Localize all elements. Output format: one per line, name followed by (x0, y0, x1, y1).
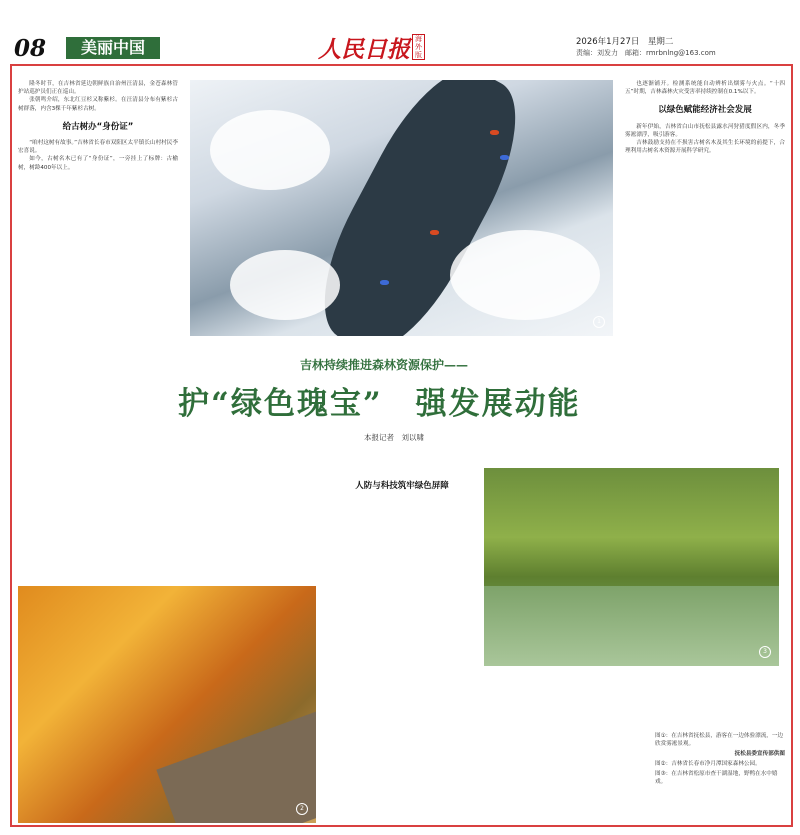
road (156, 708, 316, 823)
snowy-river-photo (190, 80, 613, 336)
photo-number-badge: 2 (296, 803, 308, 815)
subheading: 给古树办“身份证” (62, 121, 134, 132)
subheading: 人防与科技筑牢绿色屏障 (355, 481, 449, 491)
article-title: 护“绿色瑰宝” 强发展动能 (178, 386, 581, 422)
paragraph: 张朝鸣介绍，东北红豆杉又称紫杉。在汪清县分布有紫杉古树群落，内含3棵千年紫杉古树。 (18, 97, 178, 112)
caption-credit: 抚松县委宣传部供图 (734, 751, 785, 757)
masthead-name: 人民日报 (318, 36, 410, 63)
newspaper-masthead (318, 31, 425, 61)
byline: 本报记者 刘以啸 (364, 433, 424, 442)
water (484, 586, 779, 666)
section-label: 美丽中国 (66, 37, 160, 59)
paragraph: 新年伊始，吉林省白山市抚松县露水河狩猎度假区内，冬季雾凇漂浮，吸引游客。 (625, 123, 785, 138)
photo-number-badge: 3 (759, 646, 771, 658)
photo-number-badge: 1 (593, 316, 605, 328)
column-2 (328, 482, 476, 498)
caption: 图②：吉林省长春市净月潭国家森林公园。 (655, 761, 761, 767)
subheading: 以绿色赋能经济社会发展 (658, 105, 752, 116)
autumn-trees-photo (18, 586, 316, 823)
caption: 图①：在吉林省抚松县，游客在一边体验漂流，一边欣赏雾凇景观。 (655, 733, 784, 747)
page-header (0, 0, 800, 62)
paragraph: “咱村这树有故事。”吉林省长春市双阳区太平镇长山村村民李宏喜说。 (18, 140, 178, 155)
issue-date: 2026年1月27日 星期二 (576, 37, 674, 47)
page-number: 08 (14, 35, 47, 62)
editor-line: 责编：刘发力 邮箱：rmrbnlng@163.com (576, 49, 716, 57)
photo-captions (655, 732, 785, 788)
paragraph: 隆冬时节，在吉林省延边朝鲜族自治州汪清县，金苍森林管护站巡护员们正在巡山。 (18, 81, 178, 96)
column-1 (18, 80, 178, 172)
wetland-geese-photo (484, 468, 779, 666)
column-3 (625, 80, 785, 155)
paragraph: 如今，古树名木已有了“身份证”，一旁挂上了标牌：古榆树，树龄400年以上。 (18, 156, 178, 171)
paragraph: 也逐渐铺开。检测系统能自动辨析出烟雾与火点。“十四五”时期，吉林森林火灾受害率持续控制在0.1%以下。 (625, 81, 785, 96)
masthead-edition: 海外版 (412, 34, 425, 60)
article-kicker: 吉林持续推进森林资源保护—— (300, 358, 469, 372)
caption: 图③：在吉林省松原市查干湖湿地，野鸭在水中嬉戏。 (655, 771, 778, 785)
paragraph: 吉林鼓励支持在不损害古树名木及其生长环境的前提下，合理利用古树名木资源开展科学研究。 (625, 140, 785, 155)
